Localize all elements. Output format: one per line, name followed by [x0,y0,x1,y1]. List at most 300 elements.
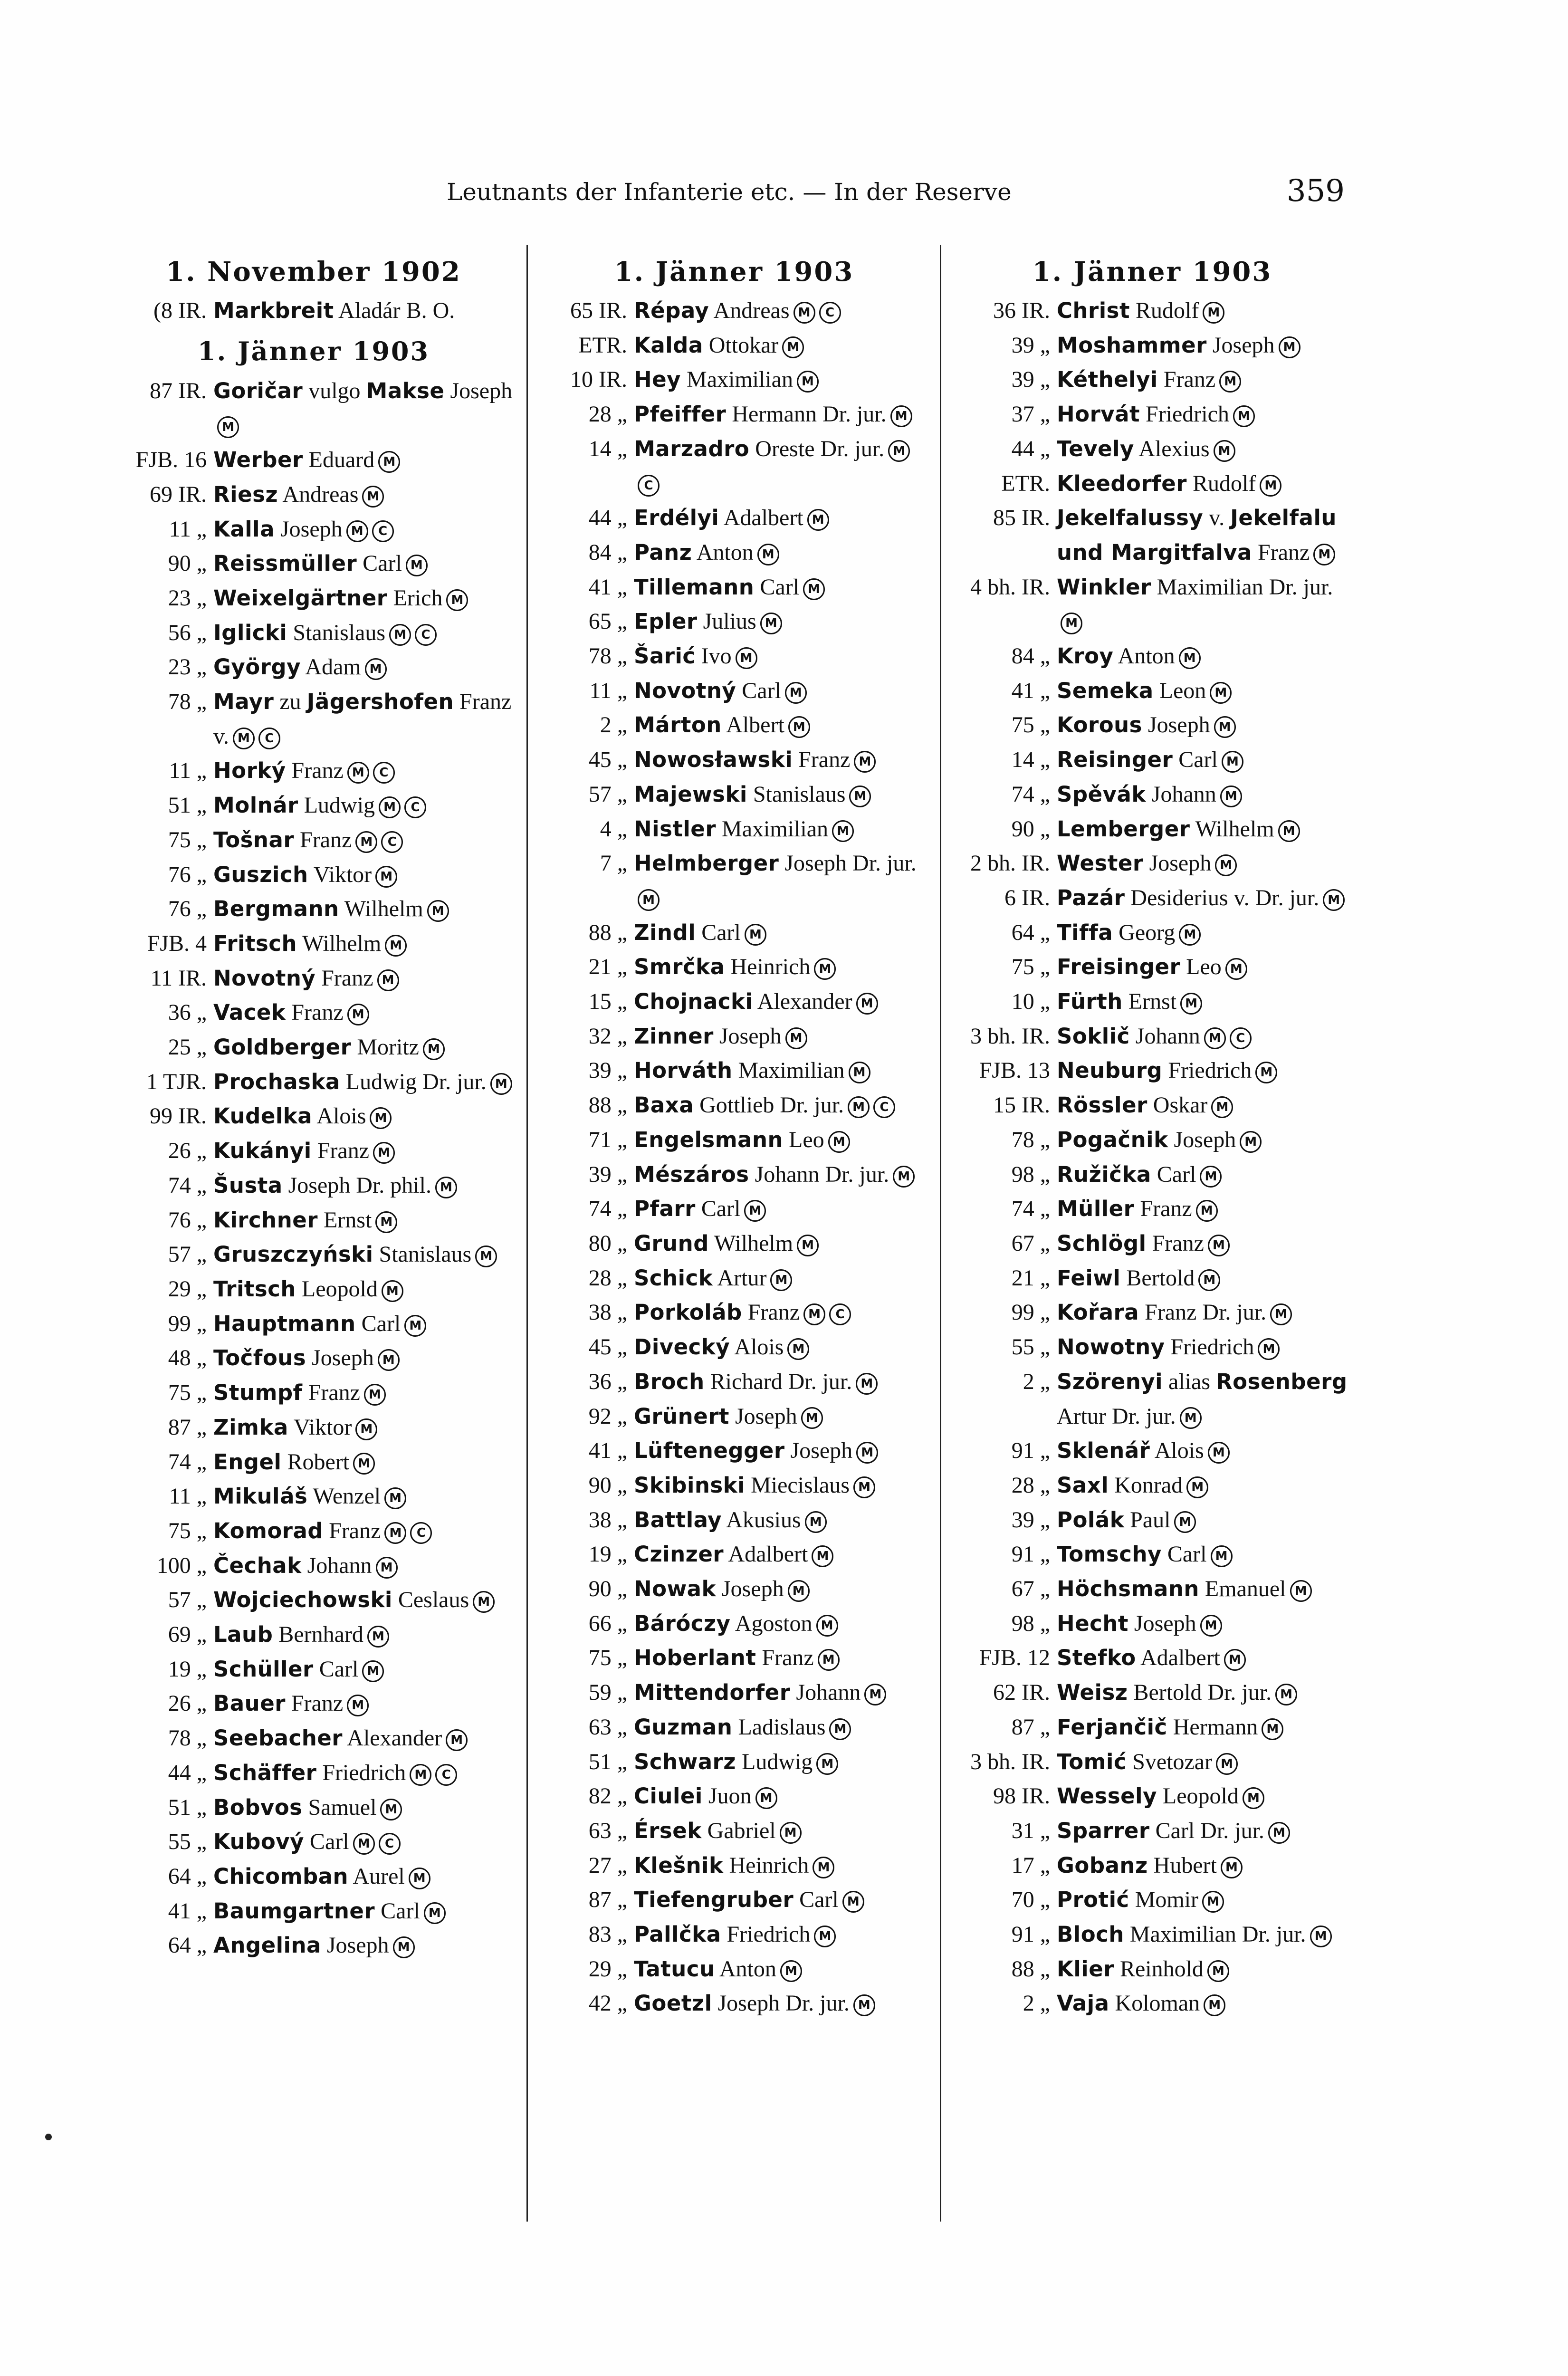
surname: Goldberger [213,1035,352,1060]
roster-entry [955,1917,1349,1952]
officer-name: Marzadro Oreste Dr. jur. MC [634,432,924,501]
officer-name: Guzman Ladislaus M [634,1710,924,1745]
surname: Polák [1057,1507,1125,1533]
surname: Korous [1057,712,1142,738]
regiment-number: 28 „ [588,402,627,427]
medal-circle-m-icon: M [780,1960,802,1982]
regiment-number: 78 „ [168,1725,207,1751]
regiment-number: 2 „ [600,712,627,738]
regiment-number: 90 „ [588,1576,627,1602]
regiment-number: 91 „ [1011,1542,1050,1567]
regiment-number: 80 „ [588,1230,627,1256]
surname: Majewski [634,781,747,807]
surname: Epler [634,609,698,634]
medal-circle-m-icon: M [805,1511,827,1533]
medal-circle-m-icon: M [375,1211,397,1233]
medal-circle-m-icon: M [1310,1926,1332,1947]
roster-entry [955,432,1349,467]
medal-circle-m-icon: M [849,786,871,807]
officer-name: Battlay Akusius M [634,1503,924,1538]
regiment-number: 6 IR. [1004,885,1050,910]
regiment-number: 14 „ [588,436,627,461]
regiment-number: 98 IR. [993,1783,1050,1809]
section-heading: 1. Jänner 1903 [614,256,854,287]
regiment-number: FJB. 16 [135,447,207,473]
regiment-number: 26 „ [168,1138,207,1164]
officer-name: Klešnik Heinrich M [634,1849,924,1883]
medal-circle-m-icon: M [1214,440,1235,462]
regiment-number: 39 „ [588,1058,627,1083]
medal-circle-m-icon: M [473,1591,495,1613]
officer-name: Pallčka Friedrich M [634,1917,924,1952]
surname: Ružička [1057,1161,1151,1187]
officer-name: Chicomban Aurel M [213,1859,516,1894]
regiment-number: FJB. 13 [979,1058,1050,1083]
medal-circle-m-icon: M [389,624,411,646]
roster-entry [112,1825,516,1859]
officer-name: Tevely Alexius M [1057,432,1349,467]
medal-circle-m-icon: M [770,1269,792,1291]
surname: Höchsmann [1057,1576,1199,1602]
medal-circle-m-icon: M [355,831,377,853]
medal-circle-m-icon: M [829,1718,851,1740]
regiment-number: 1 TJR. [146,1069,207,1094]
surname: Neuburg [1057,1058,1163,1083]
officer-name: Pogačnik Joseph M [1057,1123,1349,1158]
surname: Moshammer [1057,332,1207,358]
medal-circle-c-icon: C [819,302,841,324]
medal-circle-m-icon: M [816,1753,838,1775]
officer-name: Freisinger Leo M [1057,950,1349,985]
officer-name: Kudelka Alois M [213,1099,516,1134]
medal-circle-m-icon: M [347,762,369,784]
roster-entry [955,812,1349,847]
medal-circle-m-icon: M [446,1729,468,1751]
officer-name: Hey Maximilian M [634,363,924,397]
medal-circle-m-icon: M [1061,613,1082,634]
medal-circle-m-icon: M [1207,1960,1229,1982]
roster-entry [955,916,1349,950]
regiment-number: 88 „ [588,920,627,945]
regiment-number: 78 „ [1011,1127,1050,1152]
surname: Szörenyi [1057,1369,1163,1394]
roster-entry [955,397,1349,432]
officer-name: Kukányi Franz M [213,1134,516,1169]
officer-name: Moshammer Joseph M [1057,328,1349,363]
surname: Kirchner [213,1207,318,1233]
surname-continued: Jägershofen [306,689,454,715]
officer-name: Kalla Joseph M C [213,512,516,547]
officer-name: Zindl Carl M [634,916,924,950]
officer-name: Ciulei Juon M [634,1779,924,1814]
medal-circle-m-icon: M [1313,544,1335,565]
officer-name: Grund Wilhelm M [634,1226,924,1261]
regiment-number: 11 „ [169,1484,207,1509]
roster-entry [955,570,1349,639]
roster-entry [112,1410,516,1445]
roster-entry [955,1054,1349,1088]
surname: Chojnacki [634,989,753,1015]
surname: Goričar [213,378,303,403]
regiment-number: 88 „ [1011,1956,1050,1982]
officer-name: Müller Franz M [1057,1192,1349,1226]
roster-entry [544,363,924,397]
medal-circle-m-icon: M [807,509,829,531]
medal-circle-m-icon: M [816,1615,838,1637]
roster-entry [112,1065,516,1100]
regiment-number: 26 „ [168,1691,207,1716]
regiment-number: 29 „ [588,1956,627,1982]
roster-entry [955,1710,1349,1745]
medal-circle-m-icon: M [370,1107,392,1129]
surname: György [213,654,301,680]
regiment-number: 74 „ [168,1449,207,1475]
regiment-number: 56 „ [168,620,207,645]
medal-circle-m-icon: M [780,1822,802,1844]
section-heading: 1. Jänner 1903 [197,335,430,366]
surname: Engelsmann [634,1127,784,1152]
roster-entry [112,1272,516,1307]
roster-entry [955,950,1349,985]
surname: Tillemann [634,574,755,600]
surname: Klešnik [634,1852,724,1878]
medal-circle-m-icon: M [233,728,255,749]
regiment-number: 76 „ [168,862,207,887]
medal-circle-c-icon: C [381,831,403,853]
roster-entry [955,1123,1349,1158]
officer-name: Horvát Friedrich M [1057,397,1349,432]
medal-circle-m-icon: M [490,1073,512,1095]
roster-entry [955,1019,1349,1054]
regiment-number: 55 „ [1011,1334,1050,1360]
roster-entry [112,1894,516,1929]
regiment-number: 42 „ [588,1991,627,2016]
roster-entry [544,1641,924,1676]
roster-entry [544,1365,924,1399]
officer-name: Stefko Adalbert M [1057,1641,1349,1676]
roster-entry [544,1572,924,1607]
surname: Schwarz [634,1749,736,1774]
medal-circle-m-icon: M [787,1338,809,1360]
regiment-number: 98 „ [1011,1610,1050,1636]
medal-circle-m-icon: M [475,1245,497,1267]
surname: Jekelfalussy [1057,505,1204,531]
roster-entry [544,1779,924,1814]
officer-name: Winkler Maximilian Dr. jur.M [1057,570,1349,639]
medal-circle-m-icon: M [1186,1476,1208,1498]
medal-circle-m-icon: M [353,1453,375,1475]
officer-name: Nowosławski Franz M [634,743,924,777]
officer-name: Sparrer Carl Dr. jur. M [1057,1814,1349,1849]
roster-entry [955,1261,1349,1296]
medal-circle-m-icon: M [435,1177,457,1198]
officer-name: Reisinger Carl M [1057,743,1349,777]
surname: Sklenář [1057,1438,1150,1464]
roster-entry [955,743,1349,777]
surname: Protić [1057,1887,1129,1913]
roster-entry [955,639,1349,674]
officer-name: Jekelfalussy v. Jekelfalu und Margitfalva Franz M [1057,505,1337,565]
surname: Reissmüller [213,551,357,576]
officer-name: Skibinski Miecislaus M [634,1468,924,1503]
regiment-number: 51 „ [168,1794,207,1820]
page-header [0,169,1568,207]
roster-entry [544,639,924,674]
medal-circle-m-icon: M [393,1936,415,1958]
medal-circle-m-icon: M [1323,889,1345,911]
regiment-number: 2 bh. IR. [970,851,1050,876]
medal-circle-m-icon: M [1179,647,1201,669]
column-divider [526,245,528,2222]
officer-name: Wojciechowski Ceslaus M [213,1583,516,1618]
medal-circle-m-icon: M [1233,405,1255,427]
medal-circle-m-icon: M [814,1926,836,1947]
officer-name: Érsek Gabriel M [634,1814,924,1849]
officer-name: Laub Bernhard M [213,1618,516,1652]
surname: Pazár [1057,885,1125,910]
officer-name: Korous Joseph M [1057,708,1349,743]
regiment-number: 59 „ [588,1680,627,1705]
surname: Mészáros [634,1161,749,1187]
regiment-number: 74 „ [168,1172,207,1198]
surname: Kudelka [213,1103,313,1129]
roster-entry [955,1883,1349,1917]
surname: Hey [634,367,681,393]
officer-name: Engel Robert M [213,1445,516,1480]
regiment-number: 41 „ [168,1898,207,1924]
medal-circle-m-icon: M [848,1096,870,1118]
surname: Saxl [1057,1472,1109,1498]
medal-circle-m-icon: M [1214,716,1236,738]
medal-circle-m-icon: M [217,416,239,438]
regiment-number: 76 „ [168,896,207,922]
roster-entry [955,1676,1349,1710]
officer-name: Schüller Carl M [213,1652,516,1687]
officer-name: Báróczy Agoston M [634,1607,924,1641]
regiment-number: 84 „ [1011,643,1050,669]
officer-name: Pfeiffer Hermann Dr. jur. M [634,397,924,432]
roster-entry [955,1226,1349,1261]
roster-entry [112,1203,516,1238]
roster-entry [955,1986,1349,2021]
medal-circle-m-icon: M [404,1315,426,1337]
officer-name: Weisz Bertold Dr. jur. M [1057,1676,1349,1710]
officer-name: Tomschy Carl M [1057,1537,1349,1572]
surname: Érsek [634,1818,702,1843]
medal-circle-m-icon: M [384,1487,406,1509]
medal-circle-m-icon: M [888,440,910,462]
surname: Fritsch [213,930,297,956]
officer-name: Rössler Oskar M [1057,1088,1349,1123]
medal-circle-c-icon: C [435,1764,457,1786]
officer-name: Mikuláš Wenzel M [213,1479,516,1514]
roster-entry [955,1849,1349,1883]
roster-entry [112,443,516,478]
medal-circle-m-icon: M [813,1857,834,1878]
regiment-number: 4 bh. IR. [970,574,1050,600]
officer-name: Ferjančič Hermann M [1057,1710,1349,1745]
officer-name: Šusta Joseph Dr. phil. M [213,1169,516,1203]
officer-name: Schick Artur M [634,1261,924,1296]
officer-name: Kalda Ottokar M [634,328,924,363]
officer-name: Tritsch Leopold M [213,1272,516,1307]
regiment-number: 37 „ [1011,402,1050,427]
column-1 [112,257,516,2229]
medal-circle-c-icon: C [372,520,394,542]
roster-entry [112,1756,516,1791]
roster-entry [544,777,924,812]
regiment-number: 87 „ [168,1414,207,1440]
column-2 [544,257,924,2229]
surname: Kukányi [213,1138,312,1164]
medal-circle-m-icon: M [814,958,836,980]
regiment-number: 71 „ [588,1127,627,1152]
officer-name: Zimka Viktor M [213,1410,516,1445]
surname: Lüftenegger [634,1438,785,1464]
roster-entry [955,1503,1349,1538]
regiment-number: 87 „ [588,1887,627,1913]
roster-entry [544,1434,924,1468]
officer-name: Goričar vulgo Makse JosephM [213,374,516,443]
officer-name: Komorad Franz M C [213,1514,516,1549]
officer-name: Höchsmann Emanuel M [1057,1572,1349,1607]
roster-entry [112,1099,516,1134]
surname: Ciulei [634,1783,703,1809]
regiment-number: FJB. 12 [979,1645,1050,1671]
medal-circle-m-icon: M [818,1649,840,1671]
medal-circle-m-icon: M [1270,1303,1292,1325]
surname: Tiffa [1057,920,1113,945]
roster-entry [544,1849,924,1883]
regiment-number: 39 „ [1011,367,1050,393]
medal-circle-c-icon: C [638,475,660,497]
surname: Mikuláš [213,1484,308,1509]
surname: Iglicki [213,620,287,645]
regiment-number: 99 „ [1011,1300,1050,1325]
surname: Tiefengruber [634,1887,794,1913]
medal-circle-m-icon: M [1202,1891,1224,1913]
regiment-number: 39 „ [1011,332,1050,358]
medal-circle-m-icon: M [410,1764,431,1786]
medal-circle-m-icon: M [797,371,819,393]
surname: Vacek [213,1000,286,1025]
officer-name: Kroy Anton M [1057,639,1349,674]
roster-entry [955,363,1349,397]
officer-name: Novotný Carl M [634,674,924,709]
roster-entry [112,1791,516,1825]
medal-circle-m-icon: M [1215,854,1237,876]
roster-entry [544,397,924,432]
roster-entry [544,1917,924,1952]
medal-circle-m-icon: M [1179,924,1201,946]
regiment-number: 69 IR. [150,481,207,507]
medal-circle-m-icon: M [353,1833,375,1855]
surname: Lemberger [1057,816,1190,842]
regiment-number: 15 „ [588,989,627,1015]
roster-entry [955,501,1349,570]
regiment-number: 14 „ [1011,747,1050,773]
medal-circle-m-icon: M [1243,1787,1264,1809]
officer-name: Erdélyi Adalbert M [634,501,924,536]
regiment-number: 64 „ [1011,920,1050,945]
surname: Bergmann [213,896,339,922]
medal-circle-c-icon: C [1230,1027,1252,1049]
medal-circle-m-icon: M [1208,1235,1230,1256]
medal-circle-m-icon: M [1198,1269,1220,1291]
roster-entry [112,512,516,547]
officer-name: Novotný Franz M [213,961,516,996]
medal-circle-c-icon: C [379,1833,401,1855]
officer-name: Bauer Franz M [213,1686,516,1721]
surname: Grünert [634,1403,729,1429]
officer-name: Kéthelyi Franz M [1057,363,1349,397]
medal-circle-m-icon: M [1240,1131,1262,1153]
medal-circle-m-icon: M [1279,336,1300,358]
medal-circle-m-icon: M [379,796,401,818]
surname: Weisz [1057,1680,1128,1705]
surname: Weixelgärtner [213,585,388,611]
officer-name: Lüftenegger Joseph M [634,1434,924,1468]
surname: Horváth [634,1058,733,1083]
officer-name: Feiwl Bertold M [1057,1261,1349,1296]
regiment-number: 85 IR. [993,505,1050,531]
medal-circle-m-icon: M [367,1626,389,1648]
regiment-number: 36 „ [168,1000,207,1025]
medal-circle-m-icon: M [1278,820,1300,842]
regiment-number: 55 „ [168,1829,207,1855]
surname: Márton [634,712,722,738]
regiment-number: 44 „ [588,505,627,531]
surname: Hauptmann [213,1311,356,1336]
roster-entry [544,916,924,950]
roster-entry [955,708,1349,743]
officer-name: Hauptmann Carl M [213,1307,516,1341]
regiment-number: 3 bh. IR. [970,1023,1050,1049]
roster-entry [544,1295,924,1330]
regiment-number: (8 IR. [153,298,207,323]
officer-name: Klier Reinhold M [1057,1952,1349,1987]
regiment-number: 17 „ [1011,1852,1050,1878]
regiment-number: 74 „ [1011,1196,1050,1222]
regiment-number: 75 „ [168,1518,207,1543]
regiment-number: 41 „ [1011,678,1050,703]
roster-entry [112,996,516,1030]
regiment-number: 28 „ [1011,1472,1050,1498]
medal-circle-c-icon: C [873,1096,895,1118]
roster-entry [112,616,516,651]
regiment-number: 76 „ [168,1207,207,1233]
regiment-number: 63 „ [588,1714,627,1740]
surname: Grund [634,1230,709,1256]
surname: Schick [634,1265,713,1291]
surname: Mittendorfer [634,1680,791,1705]
regiment-number: 41 „ [588,574,627,600]
roster-entry [544,432,924,501]
roster-entry [544,1226,924,1261]
medal-circle-m-icon: M [385,935,407,957]
roster-entry [955,674,1349,709]
regiment-number: 3 bh. IR. [970,1749,1050,1774]
officer-name: Soklič Johann M C [1057,1019,1349,1054]
roster-entry [112,1134,516,1169]
roster-entry [955,328,1349,363]
roster-entry [544,501,924,536]
surname: Báróczy [634,1610,731,1636]
regiment-number: 65 „ [588,609,627,634]
surname: Zindl [634,920,696,945]
regiment-number: 64 „ [168,1933,207,1958]
regiment-number: ETR. [1001,470,1050,496]
